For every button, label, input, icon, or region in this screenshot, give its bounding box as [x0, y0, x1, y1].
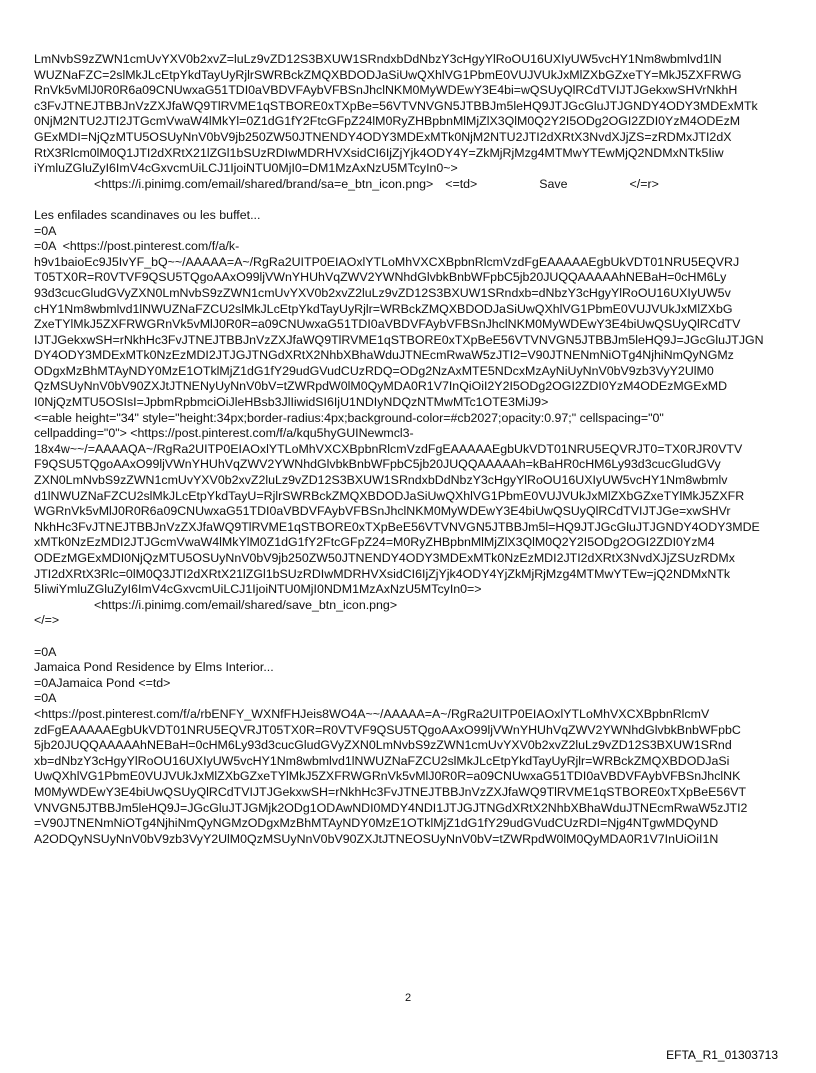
- encoded-line: T05TX0R=R0VTVF9QSU5TQgoAAxO99ljVWnYHUhVqZWV2YWNhdGlvbkBnbWFpbC5jb20JUQQAAAAAhNEBaH=0cHM6Ly: [34, 270, 727, 285]
- encoded-line: =V90JTNENmNiOTg4NjhiNmQyNGMzODgxMzBhMTAyNDY0MzE1OTklMjZ1dG1fY29udGVudCUzRDI=Njg4NTgwMDQyND: [34, 816, 719, 831]
- encoded-url-block-1: [34, 52, 782, 192]
- encoded-line: VNVGN5JTBBJm5leHQ9J=JGcGluJTJGMjk2ODg1ODAwNDI0MDY4NDI1JTJGJTNGdXRtX2NhbXBhaWduJTNEcmRwaW5zJTI2: [34, 800, 748, 815]
- encoded-line: F9QSU5TQgoAAxO99ljVWnYHUhVqZWV2YWNhdGlvbkBnbWFpbC5jb20JUQQAAAAAh=kBaHR0cHM6Ly93d3cucGludGVy: [34, 457, 721, 472]
- close-tag: </=r>: [629, 176, 659, 191]
- encoded-line: ZxeTYlMkJ5ZXFRWGRnVk5vMlJ0R0R=a09CNUwxaG51TDI0aVBDVFAybVFBSnJhclNKM0MyWDEwY3E4biUwQSUyQlRCdTV: [34, 317, 741, 332]
- pin-block-3: [34, 645, 782, 848]
- save-button-row: [34, 177, 782, 193]
- encoded-line: WGRnVk5vMlJ0R0R6a09CNUwxaG51TDI0aVBDVFAybVFBSnJhclNKM0MyWDEwY3E4biUwQSUyQlRCdTVIJTJGe=xwSHVr: [34, 504, 731, 519]
- encoded-line: xMTk0NzEzMDI2JTJGcmVwaW4lMkYlM0Z1dG1fY2FtcGFpZ24=M0RyZHBpbnMlMjZlX3QlM0Q2Y2I5ODg2OGI2ZDI0YzM4: [34, 535, 715, 550]
- encoded-line: c3FvJTNEJTBBJnVzZXJfaWQ9TlRVME1qSTBORE0xTXpBe=56VTVNVGN5JTBBJm5leHQ9JTJGcGluJTJGNDY4ODY3MDExMTk: [34, 98, 758, 113]
- encoded-line: ODgxMzBhMTAyNDY0MzE1OTklMjZ1dG1fY29udGVudCUzRDQ=ODg2NzAxMTE5NDcxMzAyNiUyNnV0bV9zb3VyY2UlM0: [34, 363, 714, 378]
- encoded-line: A2ODQyNSUyNnV0bV9zb3VyY2UlM0QzMSUyNnV0bV90ZXJtJTNEOSUyNnV0bV=tZWRpdW0lM0QyMDA0R1V7InUiOiI1N: [34, 831, 719, 846]
- encoded-line: =0A: [34, 644, 57, 659]
- encoded-line: GExMDI=NjQzMTU5OSUyNnV0bV9jb250ZW50JTNENDY4ODY3MDExMTk0NjM2NTU2JTI2dXRtX3NvdXJjZS=zRDMxJTI2dX: [34, 129, 732, 144]
- document-id: EFTA_R1_01303713: [666, 1048, 778, 1062]
- save-label: Save: [539, 176, 568, 191]
- encoded-line: 93d3cucGludGVyZXN0LmNvbS9zZWN1cmUvYXV0b2xvZ2luLz9vZD12S3BXUW1SRndxb=dNbzY3cHgyYlRoOU16UXIyUW5v: [34, 285, 731, 300]
- encoded-line: RnVk5vMlJ0R0R6a09CNUwxaG51TDI0aVBDVFAybVFBSnJhclNKM0MyWDEwY3E4bi=wQSUyQlRCdTVIJTJGekxwSHVrNkhH: [34, 83, 738, 98]
- email-source-body: [34, 52, 782, 847]
- spacer: [34, 629, 782, 645]
- encoded-line: h9v1baioEc9J5IvYF_bQ~~/AAAAA=A~/RgRa2UITP0EIAOxlYTLoMhVXCXBpbnRlcmVzdFgEAAAAAEgbUkVDT01NRU5EQVRJ: [34, 254, 740, 269]
- encoded-line: QzMSUyNnV0bV90ZXJtJTNENyUyNnV0bV=tZWRpdW0lM0QyMDA0R1V7InQiOiI2Y2I5ODg2OGI2ZDI0YzM4ODEzMGExMD: [34, 379, 728, 394]
- encoded-line: JTI2dXRtX3Rlc=0lM0Q3JTI2dXRtX21lZGl1bSUzRDIwMDRHVXsidCI6IjZjYjk4ODY4YjZkMjRjMzg4MTMwYTEw=jQ2NDMxNTk: [34, 566, 731, 581]
- encoded-line: iYmluZGluZyI6ImV4cGxvcmUiLCJ1IjoiNTU0MjI0=DM1MzAxNzU5MTcyIn0~>: [34, 161, 458, 176]
- td-tag: <=td>: [445, 176, 478, 191]
- encoded-line: =0AJamaica Pond <=td>: [34, 675, 171, 690]
- pin-block-2: [34, 208, 782, 629]
- save-icon-url: <https://i.pinimg.com/email/shared/brand/sa=e_btn_icon.png>: [94, 176, 434, 191]
- encoded-line: cHY1Nm8wbmlvd1lNWUZNaFZCU2slMkJLcEtpYkdTayUyRjlr=WRBckZMQXBDODJaSiUwQXhlVG1PbmE0VUJVUkJxMlZXbG: [34, 301, 733, 316]
- encoded-line: LmNvbS9zZWN1cmUvYXV0b2xvZ=luLz9vZD12S3BXUW1SRndxbDdNbzY3cHgyYlRoOU16UXIyUW5vcHY1Nm8wbmlvd1lN: [34, 52, 722, 66]
- encoded-line: zdFgEAAAAAEgbUkVDT01NRU5EQVRJT05TX0R=R0VTVF9QSU5TQgoAAxO99ljVWnYHUhVqZWV2YWNhdGlvbkBnbWFpbC: [34, 722, 741, 737]
- encoded-line: I0NjQzMTU5OSIsI=JpbmRpbmciOiJleHBsb3JlIiwidSI6IjU1NDIyNDQzNTMwMTc1OTE3MiJ9>: [34, 395, 549, 410]
- encoded-line: RtX3Rlcm0lM0Q1JTI2dXRtX21lZGl1bSUzRDIwMDRHVXsidCI6IjZjYjk4ODY4Y=ZkMjRjMzg4MTMwYTEwMjQ2NDMxNTk5Iiw: [34, 145, 724, 160]
- encoded-line: M0MyWDEwY3E4biUwQSUyQlRCdTVIJTJGekxwSH=rNkhHc3FvJTNEJTBBJnVzZXJfaWQ9TlRVME1qSTBORE0xTXpBeE56VT: [34, 784, 747, 799]
- save-icon-url: <https://i.pinimg.com/email/shared/save_btn_icon.png>: [94, 597, 398, 612]
- encoded-line: 18x4w~~/=AAAAQA~/RgRa2UITP0EIAOxlYTLoMhVXCXBpbnRlcmVzdFgEAAAAAEgbUkVDT01NRU5EQVRJT0=TX0RJR0VTV: [34, 441, 743, 456]
- encoded-line: xb=dNbzY3cHgyYlRoOU16UXIyUW5vcHY1Nm8wbmlvd1lNWUZNaFZCU2slMkJLcEtpYkdTayUyRjlr=WRBckZMQXBDODJaSi: [34, 753, 730, 768]
- encoded-line: 5IiwiYmluZGluZyI6ImV4cGxvcmUiLCJ1IjoiNTU0MjI0NDM1MzAxNzU5MTcyIn0=>: [34, 582, 482, 597]
- encoded-line: <https://post.pinterest.com/f/a/rbENFY_WXNfFHJeis8WO4A~~/AAAAA=A~/RgRa2UITP0EIAOxlYTLoMhVXCXBpbnRlcmV: [34, 706, 710, 721]
- encoded-line: 0NjM2NTU2JTI2JTGcmVwaW4lMkYl=0Z1dG1fY2FtcGFpZ24lM0RyZHBpbnMlMjZlX3QlM0Q2Y2I5ODg2OGI2ZDI0YzM4ODEzM: [34, 114, 741, 129]
- encoded-line: IJTJGekxwSH=rNkhHc3FvJTNEJTBBJnVzZXJfaWQ9TlRVME1qSTBORE0xTXpBeE56VTVNVGN5JTBBJm5leHQ9J=JGcGluJTJGN: [34, 332, 764, 347]
- encoded-line: =0A <https://post.pinterest.com/f/a/k-: [34, 239, 240, 254]
- pin-title: Jamaica Pond Residence by Elms Interior...: [34, 660, 274, 675]
- encoded-line: <=able height="34" style="height:34px;border-radius:4px;background-color=#cb2027;opacity:0.97;" cellspacing="0": [34, 410, 664, 425]
- encoded-line: d1lNWUZNaFZCU2slMkJLcEtpYkdTayU=RjlrSWRBckZMQXBDODJaSiUwQXhlVG1PbmE0VUJVUkJxMlZXbGZxeTYlMkJ5ZXFR: [34, 488, 745, 503]
- encoded-line: ZXN0LmNvbS9zZWN1cmUvYXV0b2xvZ2luLz9vZD12S3BXUW1SRndxbDdNbzY3cHgyYlRoOU16UXIyUW5vcHY1Nm8wbmlv: [34, 473, 728, 488]
- encoded-line: =0A: [34, 223, 57, 238]
- page-number: 2: [404, 992, 412, 1004]
- spacer: [34, 192, 782, 208]
- encoded-line: 5jb20JUQQAAAAAhNEBaH=0cHM6Ly93d3cucGludGVyZXN0LmNvbS9zZWN1cmUvYXV0b2xvZ2luLz9vZD12S3BXUW1SRnd: [34, 738, 732, 753]
- pin-title: Les enfilades scandinaves ou les buffet...: [34, 207, 261, 222]
- encoded-line: DY4ODY3MDExMTk0NzEzMDI2JTJGJTNGdXRtX2NhbXBhaWduJTNEcmRwaW5zJTI2=V90JTNENmNiOTg4NjhiNmQyNGMz: [34, 348, 734, 363]
- encoded-line: ODEzMGExMDI0NjQzMTU5OSUyNnV0bV9jb250ZW50JTNENDY4ODY3MDExMTk0NzEzMDI2JTI2dXRtX3NvdXJjZSUzRDMx: [34, 551, 735, 565]
- encoded-line: NkhHc3FvJTNEJTBBJnVzZXJfaWQ9TlRVME1qSTBORE0xTXpBeE56VTVNVGN5JTBBJm5l=HQ9JTJGcGluJTJGNDY4ODY3MDE: [34, 519, 760, 534]
- encoded-line: =0A: [34, 691, 57, 706]
- encoded-line: WUZNaFZC=2slMkJLcEtpYkdTayUyRjlrSWRBckZMQXBDODJaSiUwQXhlVG1PbmE0VUJVUkJxMlZXbGZxeTY=MkJ5ZXFRWG: [34, 67, 742, 82]
- close-tag: </=>: [34, 613, 60, 628]
- encoded-line: cellpadding="0"> <https://post.pinterest.com/f/a/kqu5hyGUINewmcl3-: [34, 426, 414, 441]
- encoded-line: UwQXhlVG1PbmE0VUJVUkJxMlZXbGZxeTYlMkJ5ZXFRWGRnVk5vMlJ0R0R=a09CNUwxaG51TDI0aVBDVFAybVFBSnJhclNK: [34, 769, 741, 784]
